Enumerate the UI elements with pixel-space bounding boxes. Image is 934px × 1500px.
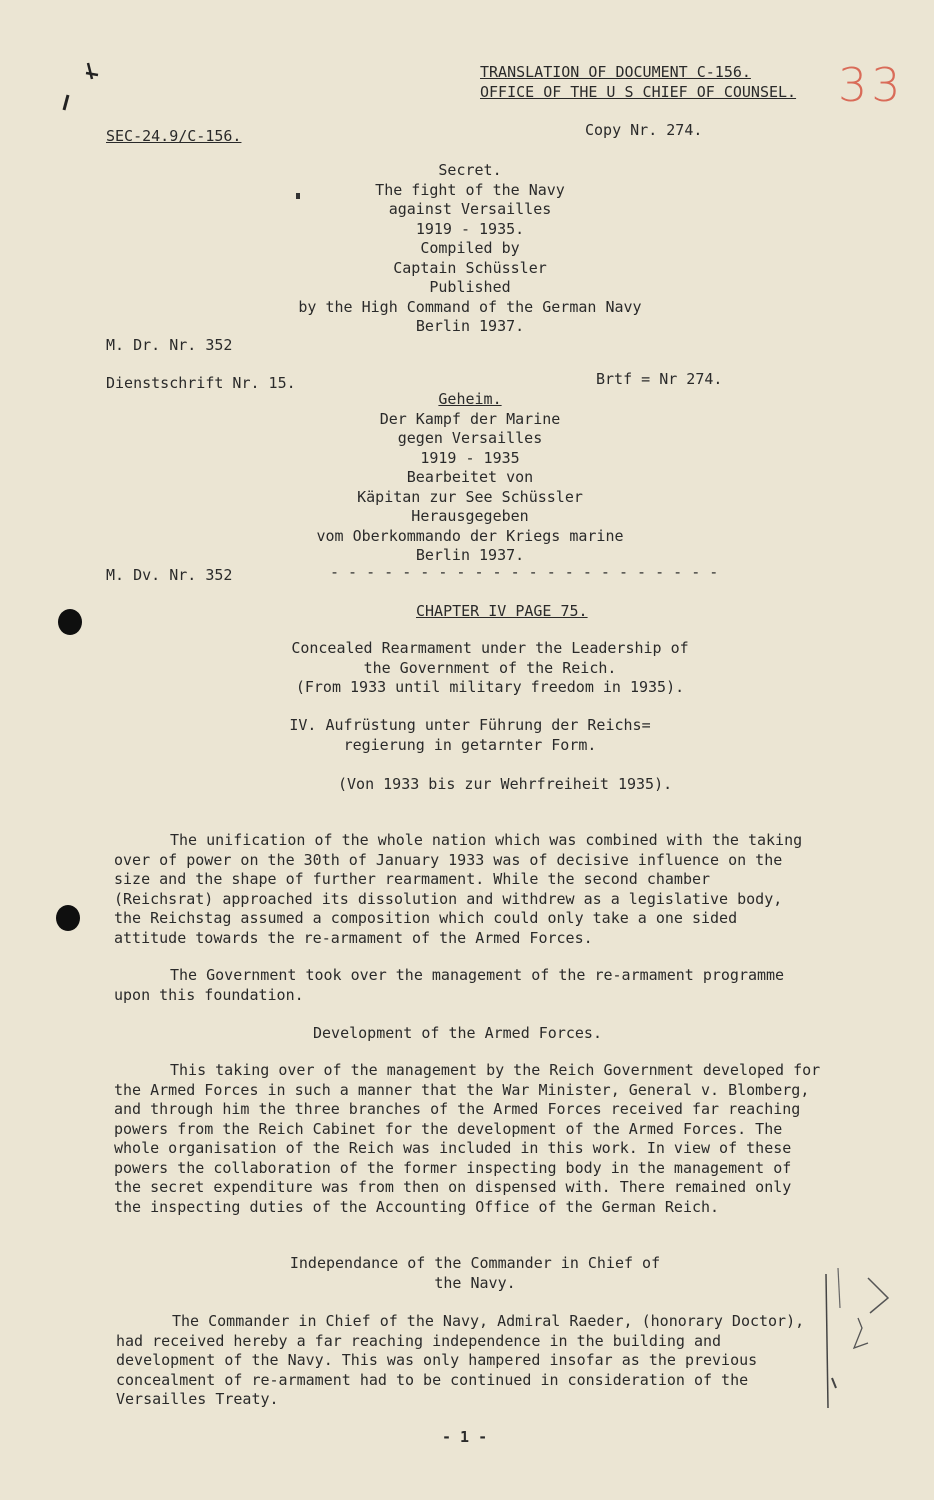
heading-line: Independance of the Commander in Chief of [289,1254,661,1272]
title-line: vom Oberkommando der Kriegs marine [316,526,624,545]
title-line: Der Kampf der Marine [379,409,561,428]
paragraph-development: This taking over of the management by the Reich Government developed for the Armed Forces in such a manner that the War Minister, General v. Blomberg, and through him the three branches of the Armed Forces received far reaching powers from the Reich Cabinet for the development of the Armed Forces. The whole organisation of the Reich was included in this work. In view of these powers the collaboration of the former inspecting body in the management of the secret expenditure was from then on dispensed with. There remained only the inspecting duties of the Accounting Office of the German Reich. [114,1061,821,1216]
handwritten-page-number: 33 [838,58,905,112]
brtf-number: Brtf = Nr 274. [596,370,723,388]
title-line: Berlin 1937. [415,546,525,564]
german-title-block [270,390,670,566]
geheim-label: Geheim. [438,390,502,408]
punch-hole [58,609,82,635]
title-line: against Versailles [388,200,552,218]
m-dv-number: M. Dv. Nr. 352 [106,566,233,584]
chapter-title-english [220,639,760,698]
chapter-title-line: Concealed Rearmament under the Leadership of [291,639,689,657]
dashed-separator: - - - - - - - - - - - - - - - - - - - - - - [330,563,719,581]
handwritten-mark [58,55,108,115]
chapter-title-line: the Government of the Reich. [363,658,617,677]
copy-number: Copy Nr. 274. [585,121,703,139]
chapter-title-german-subtitle: (Von 1933 bis zur Wehrfreiheit 1935). [338,775,673,793]
page-footer-number: - 1 - [442,1428,488,1446]
paragraph-commander: The Commander in Chief of the Navy, Admiral Raeder, (honorary Doctor), had received hereby a far reaching independence in the building and development of the Navy. This was only hampered insofar as the previous concealment of re-armament had to be continued in consideration of the Versailles Treaty. [116,1312,805,1408]
english-title-block [270,161,670,337]
office-header: OFFICE OF THE U S CHIEF OF COUNSEL. [480,83,797,101]
heading-independance [240,1254,710,1293]
dienstschrift-number: Dienstschrift Nr. 15. [106,374,296,392]
title-line: Bearbeitet von [406,468,534,486]
title-line: Compiled by [420,239,520,257]
title-line: 1919 - 1935. [415,219,525,238]
title-line: Published [429,278,511,296]
paragraph-unification: The unification of the whole nation which was combined with the taking over of power on the 30th of January 1933 was of decisive influence on the size and the shape of further rearmament. While the second chamber (Reichsrat) approached its dissolution and withdrew as a legislative body, the Reichstag assumed a composition which could only take a one sided attitude towards the re-armament of the Armed Forces. [114,831,803,947]
margin-annotation-mark [818,1268,898,1418]
ink-dot [296,193,300,199]
chapter-title-line: regierung in getarnter Form. [343,735,597,754]
m-dr-number: M. Dr. Nr. 352 [106,336,233,354]
chapter-title-line: (From 1933 until military freedom in 1935). [295,678,685,696]
title-line: 1919 - 1935 [420,448,520,467]
paragraph-government: The Government took over the management of the re-armament programme upon this foundation. [114,966,785,1004]
title-line: gegen Versailles [397,429,543,447]
translation-header: TRANSLATION OF DOCUMENT C-156. [480,63,751,81]
title-line: Berlin 1937. [415,317,525,335]
punch-hole [56,905,80,931]
chapter-title-line: IV. Aufrüstung unter Führung der Reichs= [289,716,651,734]
chapter-title-german [200,716,740,755]
document-reference: SEC-24.9/C-156. [106,127,242,145]
title-line: Herausgegeben [411,507,529,525]
title-line: Käpitan zur See Schüssler [357,487,583,506]
title-line: Secret. [438,161,502,179]
chapter-heading: CHAPTER IV PAGE 75. [416,602,588,620]
heading-line: the Navy. [434,1273,516,1292]
heading-development: Development of the Armed Forces. [313,1024,602,1042]
title-line: Captain Schüssler [393,258,547,277]
title-line: The fight of the Navy [375,180,565,199]
title-line: by the High Command of the German Navy [298,297,642,316]
